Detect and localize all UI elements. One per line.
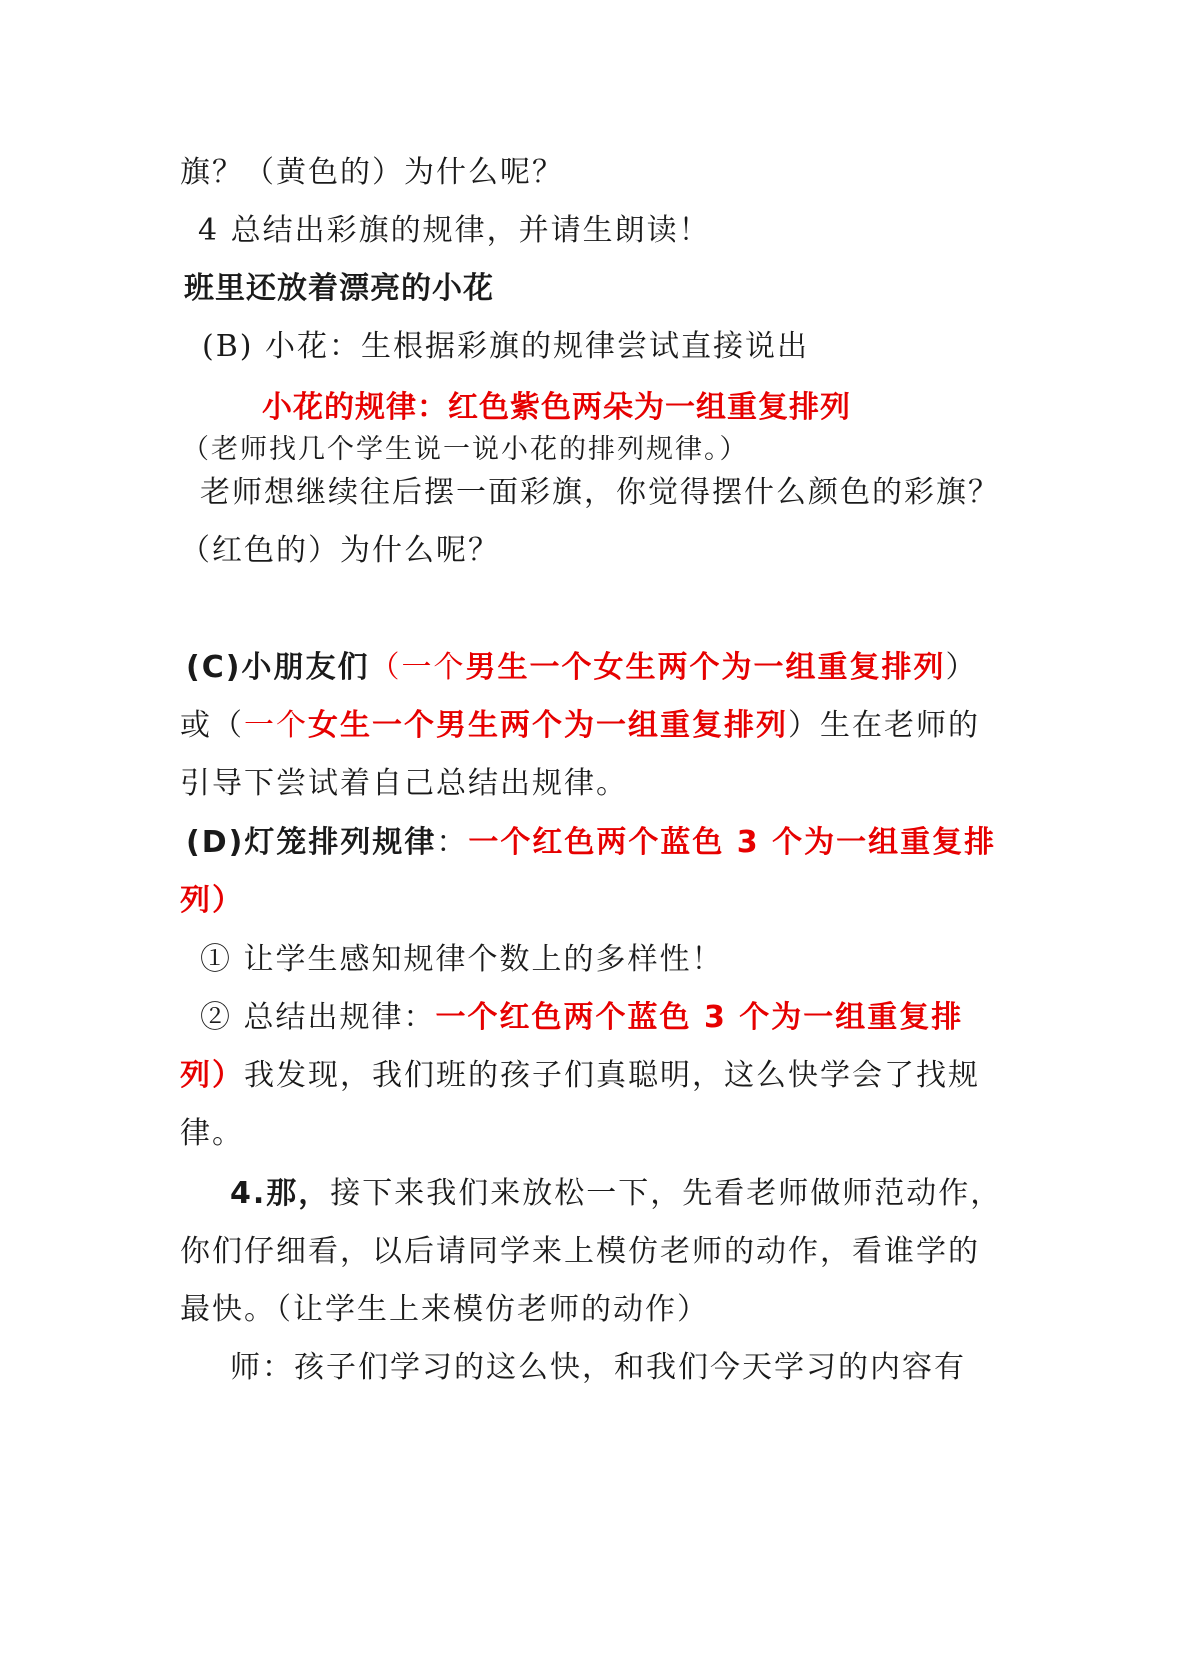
red-text: 一个 xyxy=(401,650,466,685)
paragraph-line: 师：孩子们学习的这么快，和我们今天学习的内容有 xyxy=(230,1350,966,1385)
paragraph-line xyxy=(230,1174,1002,1214)
paragraph-line xyxy=(180,706,980,746)
paragraph-line: （红色的）为什么呢？ xyxy=(180,533,500,568)
red-bold-text: 男生一个女生两个为一组重复排列 xyxy=(465,650,946,685)
text: 或（ xyxy=(180,708,244,743)
paragraph-line: 4 总结出彩旗的规律，并请生朗读！ xyxy=(198,213,711,248)
red-bold-text: 一个红色两个蓝色 3 个为一组重复排 xyxy=(435,1000,964,1035)
paragraph-line: 你们仔细看，以后请同学来上模仿老师的动作，看谁学的 xyxy=(180,1234,980,1269)
red-bold-text: 女生一个男生两个为一组重复排列 xyxy=(308,708,788,743)
highlight-rule: 小花的规律：红色紫色两朵为一组重复排列 xyxy=(262,390,851,425)
paragraph-line xyxy=(186,823,996,863)
paren: （ xyxy=(369,650,402,685)
text: ： xyxy=(436,825,469,860)
paragraph-line: 旗？（黄色的）为什么呢？ xyxy=(180,155,564,190)
paragraph-line: (B) 小花：生根据彩旗的规律尝试直接说出 xyxy=(202,329,809,364)
section-heading: 班里还放着漂亮的小花 xyxy=(184,271,494,306)
label-d: (D)灯笼排列规律 xyxy=(186,825,437,860)
label-c: (C)小朋友们 xyxy=(186,650,370,685)
paragraph-line xyxy=(186,648,977,688)
list-item xyxy=(200,998,963,1038)
paragraph-line: 老师想继续往后摆一面彩旗，你觉得摆什么颜色的彩旗？ xyxy=(200,475,1000,510)
text: ② 总结出规律： xyxy=(200,1000,436,1035)
step-number: 4.那， xyxy=(230,1176,331,1211)
paragraph-line: 列） xyxy=(180,883,244,918)
paragraph-line: 引导下尝试着自己总结出规律。 xyxy=(180,766,628,801)
text: 我发现，我们班的孩子们真聪明，这么快学会了找规 xyxy=(244,1058,980,1093)
red-bold-text: 一个红色两个蓝色 3 个为一组重复排 xyxy=(468,825,997,860)
paren: ） xyxy=(945,650,978,685)
text: 接下来我们来放松一下，先看老师做师范动作， xyxy=(330,1176,1003,1211)
paragraph-line: 律。 xyxy=(180,1116,244,1151)
paragraph-line: （老师找几个学生说一说小花的排列规律。） xyxy=(182,434,749,465)
red-text: 一个 xyxy=(244,708,308,743)
text: ）生在老师的 xyxy=(788,708,980,743)
red-bold-text: 列） xyxy=(180,1058,244,1093)
paragraph-line xyxy=(180,1056,980,1096)
paragraph-line: 最快。（让学生上来模仿老师的动作） xyxy=(180,1292,709,1327)
list-item: ① 让学生感知规律个数上的多样性！ xyxy=(200,942,724,977)
